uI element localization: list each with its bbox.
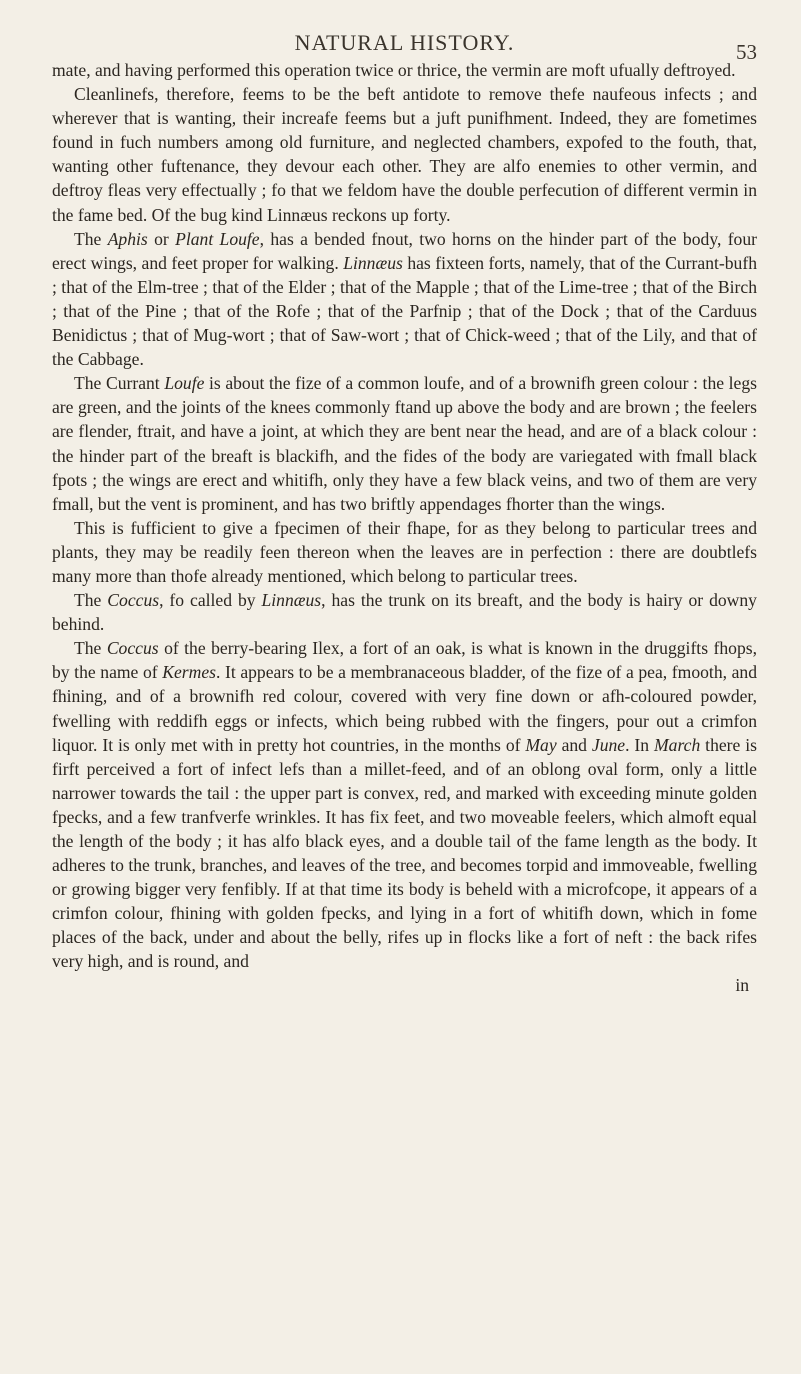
paragraph bbox=[52, 82, 757, 227]
italic-text: Kermes bbox=[162, 662, 216, 683]
catchword: in bbox=[735, 974, 749, 995]
text-run: , has a bended fnout, two horns on the hinder part of the body, four erect wings, and feet proper for walking. bbox=[52, 228, 758, 273]
text-run: The bbox=[74, 228, 108, 249]
italic-text: March bbox=[654, 734, 701, 755]
text-run: there is firft perceived a fort of infect lefs than a millet-feed, and of an oblong oval form, only a little narrower towards the tail : the upper part is convex, red, and marked with exceeding minute golden fpecks, and a few tranfverfe wrinkles. It has fix feet, and two moveable feelers, which almoft equal the length of the body ; it has alfo black eyes, and a double tail of the fame length as the body. It adheres to the trunk, branches, and leaves of the tree, and becomes torpid and immoveable, fwelling or growing bigger very fenfibly. If at that time its body is beheld with a microfcope, it appears of a crimfon colour, fhining with golden fpecks, and lying in a fort of whitifh down, which in fome places of the back, under and about the belly, rifes up in flocks like a fort of neft : the back rifes very high, and is round, and bbox=[52, 734, 757, 972]
text-run: mate, and having performed this operation twice or thrice, the vermin are moft ufually deftroyed. bbox=[52, 60, 736, 80]
paragraph bbox=[52, 371, 757, 516]
text-run: The bbox=[74, 638, 107, 659]
text-run: is about the fize of a common loufe, and of a brownifh green colour : the legs are green, and the joints of the knees commonly ftand up above the body and are brown ; the feelers are flender, ftrait, and have a joint, at which they are bent near the head, and are of a black colour : the hinder part of the breaft is blackifh, and the fides of the body are variegated with fmall black fpots ; the wings are erect and whitifh, only they have a few black veins, and two of them are very fmall, but the vent is prominent, and has two briftly appendages fhorter than the wings. bbox=[52, 373, 757, 514]
italic-text: Linnæus bbox=[343, 252, 403, 273]
italic-text: Plant Loufe bbox=[175, 228, 260, 249]
text-run: or bbox=[147, 228, 176, 249]
text-run: This is fufficient to give a fpecimen of their fhape, for as they belong to particular trees and plants, they may be readily feen thereon when the leaves are in perfection : there are doubtlefs many more than thofe already mentioned, which belong to particular trees. bbox=[52, 517, 757, 586]
italic-text: Linnæus bbox=[261, 590, 322, 611]
paragraph bbox=[52, 588, 757, 636]
page-number: 53 bbox=[736, 40, 757, 64]
paragraph bbox=[52, 636, 757, 973]
paragraph bbox=[52, 58, 757, 82]
text-run: The bbox=[74, 590, 108, 611]
paragraph bbox=[52, 516, 757, 588]
text-run: has fixteen forts, namely, that of the Currant-bufh ; that of the Elm-tree ; that of the Elder ; that of the Mapple ; that of the Lime-tree ; that of the Birch ; that of the Pine ; that of the Rofe ; that of the Parfnip ; that of the Dock ; that of the Carduus Benidictus ; that of Mug-wort ; that of Saw-wort ; that of Chick-weed ; that of the Lily, and that of the Cabbage. bbox=[52, 252, 757, 370]
italic-text: Coccus bbox=[107, 590, 160, 611]
paragraph bbox=[52, 227, 757, 372]
text-run: . It appears to be a membranaceous bladder, of the fize of a pea, fmooth, and fhining, and of a brownifh red colour, covered with very fine down or afh-coloured powder, fwelling with reddifh eggs or infects, which being rubbed with the fingers, pour out a crimfon liquor. It is only met with in pretty hot countries, in the months of bbox=[52, 662, 758, 755]
italic-text: Coccus bbox=[106, 638, 159, 659]
text-run: , has the trunk on its breaft, and the body is hairy or downy behind. bbox=[52, 590, 757, 635]
text-run: , fo called by bbox=[159, 590, 262, 611]
italic-text: Aphis bbox=[107, 228, 148, 249]
text-run: of the berry-bearing Ilex, a fort of an oak, is what is known in the druggifts fhops, by the name of bbox=[52, 638, 757, 683]
text-run: and bbox=[556, 734, 592, 755]
page-header bbox=[52, 0, 757, 64]
italic-text: June bbox=[591, 734, 626, 755]
italic-text: Loufe bbox=[164, 373, 205, 394]
text-run: . In bbox=[625, 734, 654, 755]
italic-text: May bbox=[525, 734, 557, 755]
text-run: The Currant bbox=[74, 373, 165, 394]
running-head: NATURAL HISTORY. bbox=[294, 30, 515, 55]
body-text bbox=[52, 58, 757, 974]
text-run: Cleanlinefs, therefore, feems to be the beft antidote to remove thefe naufeous infects ; and wherever that is wanting, their increafe feems but a juft punifhment. Indeed, they are fometimes found in fuch numbers among old furniture, and neglected chambers, expofed to the fouth, that, wanting other fuftenance, they devour each other. They are alfo enemies to other vermin, and deftroy fleas very effectually ; fo that we feldom have the double perfecution of different vermin in the fame bed. Of the bug kind Linnæus reckons up forty. bbox=[52, 84, 757, 225]
